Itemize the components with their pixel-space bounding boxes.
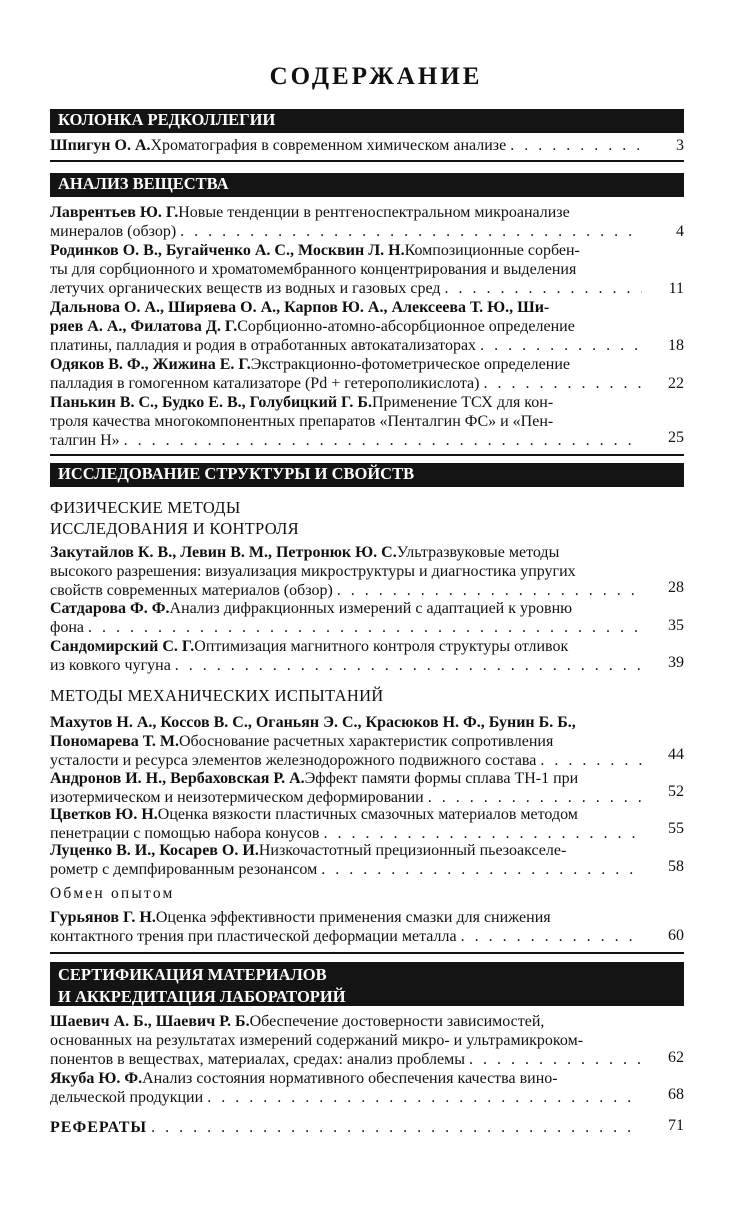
subsection-heading: Обмен опытом	[50, 885, 175, 902]
toc-entry[interactable]: Сандомирский С. Г. Оптимизация магнитного контроля структуры отливок из ковкого чугуна . . .	[50, 637, 642, 675]
page-number: 28	[668, 579, 684, 596]
subsection-heading: МЕТОДЫ МЕХАНИЧЕСКИХ ИСПЫТАНИЙ	[50, 686, 384, 705]
toc-entry[interactable]: Якуба Ю. Ф. Анализ состояния нормативного обеспечения качества вино- дельческой продукции . . .	[50, 1069, 642, 1107]
section-divider	[50, 160, 684, 162]
page-number: 71	[668, 1117, 684, 1134]
section-heading-substance-analysis: АНАЛИЗ ВЕЩЕСТВА	[50, 173, 684, 197]
page-number: 4	[676, 223, 684, 240]
toc-entry[interactable]: Одяков В. Ф., Жижина Е. Г. Экстракционно-фотометрическое определение палладия в гомогенном катализаторе (Pd + гетерополикислота) . . .	[50, 355, 642, 393]
leader-dots	[180, 222, 642, 241]
page-number: 58	[668, 858, 684, 875]
leader-dots	[461, 927, 642, 946]
toc-entry[interactable]: Гурьянов Г. Н. Оценка эффективности применения смазки для снижения контактного трения при пластической деформации металла . . .	[50, 908, 642, 946]
leader-dots	[321, 860, 642, 879]
section-heading-editorial: КОЛОНКА РЕДКОЛЛЕГИИ	[50, 109, 684, 133]
page-number: 3	[676, 137, 684, 154]
toc-entry[interactable]: Шпигун О. А. Хроматография в современном химическом анализе . . .	[50, 136, 642, 155]
page-number: 68	[668, 1086, 684, 1103]
toc-entry[interactable]: Цветков Ю. Н. Оценка вязкости пластичных смазочных материалов методом пенетрации с помощью набора конусов . . .	[50, 805, 642, 843]
leader-dots	[124, 431, 642, 450]
toc-entry[interactable]: Закутайлов К. В., Левин В. М., Петронюк Ю. С. Ультразвуковые методы высокого разрешения: визуализация микроструктуры и диагностика упругих свойств современных материалов (обзор) . . .	[50, 543, 642, 600]
page-number: 39	[668, 654, 684, 671]
leader-dots	[540, 751, 642, 770]
page-number: 22	[668, 375, 684, 392]
leader-dots	[88, 618, 642, 637]
abstracts-entry[interactable]: РЕФЕРАТЫ . . .	[50, 1118, 642, 1137]
leader-dots	[175, 656, 642, 675]
leader-dots	[480, 336, 642, 355]
section-divider	[50, 952, 684, 954]
leader-dots	[151, 1118, 642, 1137]
toc-entry[interactable]: Луценко В. И., Косарев О. И. Низкочастотный прецизионный пьезоакселе- рометр с демпфированным резонансом . . .	[50, 841, 642, 879]
page-number: 11	[668, 280, 684, 297]
page-number: 60	[668, 927, 684, 944]
leader-dots	[469, 1050, 642, 1069]
page-number: 35	[668, 617, 684, 634]
page-number: 25	[668, 429, 684, 446]
leader-dots	[207, 1088, 642, 1107]
toc-entry[interactable]: Махутов Н. А., Коссов В. С., Оганьян Э. С., Красюков Н. Ф., Бунин Б. Б., Пономарева Т. М. Обоснование расчетных характеристик сопротивления усталости и ресурса элементов железнодорожного подвижного состава . . .	[50, 713, 642, 770]
page-number: 52	[668, 783, 684, 800]
subsection-heading: ФИЗИЧЕСКИЕ МЕТОДЫ ИССЛЕДОВАНИЯ И КОНТРОЛЯ	[50, 498, 299, 538]
section-heading-structure: ИССЛЕДОВАНИЕ СТРУКТУРЫ И СВОЙСТВ	[50, 463, 684, 487]
toc-entry[interactable]: Лаврентьев Ю. Г. Новые тенденции в рентгеноспектральном микроанализе минералов (обзор) . . .	[50, 203, 642, 241]
leader-dots	[337, 581, 642, 600]
toc-entry[interactable]: Шаевич А. Б., Шаевич Р. Б. Обеспечение достоверности зависимостей, основанных на результатах измерений содержаний микро- и ультрамикроком- понентов в веществах, материалах, средах: анализ проблемы . . .	[50, 1012, 642, 1069]
leader-dots	[510, 136, 642, 155]
toc-entry[interactable]: Панькин В. С., Будко Е. В., Голубицкий Г. Б. Применение ТСХ для кон- троля качества многокомпонентных препаратов «Пенталгин ФС» и «Пен- талгин Н» . . .	[50, 393, 642, 450]
page-number: 55	[668, 820, 684, 837]
page-number: 18	[668, 337, 684, 354]
page-number: 44	[668, 746, 684, 763]
section-divider	[50, 454, 684, 456]
toc-entry[interactable]: Андронов И. Н., Вербаховская Р. А. Эффект памяти формы сплава ТН-1 при изотермическом и неизотермическом деформировании . . .	[50, 769, 642, 807]
section-heading-certification: СЕРТИФИКАЦИЯ МАТЕРИАЛОВ И АККРЕДИТАЦИЯ ЛАБОРАТОРИЙ	[50, 962, 684, 1006]
leader-dots	[483, 374, 642, 393]
page-number: 62	[668, 1049, 684, 1066]
toc-entry[interactable]: Родинков О. В., Бугайченко А. С., Москвин Л. Н. Композиционные сорбен- ты для сорбционного и хроматомембранного концентрирования и выделения летучих органических веществ из водных и газовых сред . . .	[50, 241, 642, 298]
page-title: СОДЕРЖАНИЕ	[269, 63, 483, 90]
leader-dots	[445, 279, 643, 298]
toc-entry[interactable]: Дальнова О. А., Ширяева О. А., Карпов Ю. А., Алексеева Т. Ю., Ши- ряев А. А., Филатова Д. Г. Сорбционно-атомно-абсорбционное определение платины, палладия и родия в отработанных автокатализаторах . . .	[50, 298, 642, 355]
toc-entry[interactable]: Сатдарова Ф. Ф. Анализ дифракционных измерений с адаптацией к уровню фона . . .	[50, 599, 642, 637]
